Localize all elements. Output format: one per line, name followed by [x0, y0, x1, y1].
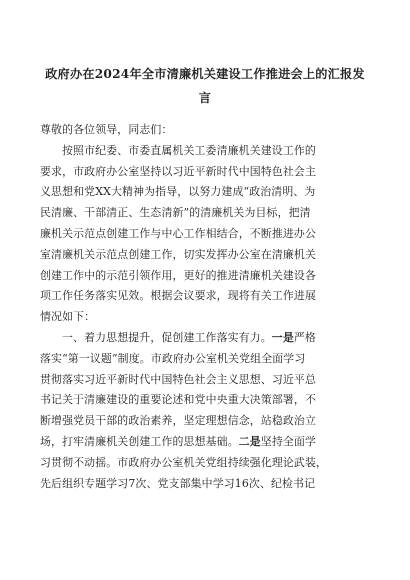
paragraph-line: 贯彻落实习近平新时代中国特色社会主义思想、习近平总 [40, 372, 317, 386]
paragraph-line: 落实“第一议题”制度。市政府办公室机关党组全面学习 [40, 351, 306, 365]
paragraph-line: 断增强党员干部的政治素养，坚定理想信念，站稳政治立 [40, 414, 317, 428]
paragraph-line: 义思想和党XX大精神为指导，以努力建成“政治清明、为 [40, 185, 316, 199]
paragraph-line: 室清廉机关示范点创建工作，切实发挥办公室在清廉机关 [40, 247, 317, 261]
title-line-2: 言 [198, 91, 212, 105]
paragraph-line: 书记关于清廉建设的重要论述和党中央重大决策部署，不 [40, 393, 317, 407]
paragraph-line: 创建工作中的示范引领作用，更好的推进清廉机关建设各 [40, 268, 317, 282]
bold-marker: 二是 [238, 434, 261, 448]
paragraph-line: 民清廉、干部清正、生态清新”的清廉机关为目标，把清 [40, 206, 311, 220]
paragraph-line: 项工作任务落实见效。根据会议要求，现将有关工作进展 [40, 289, 317, 303]
paragraph-line: 情况如下： [40, 310, 96, 324]
paragraph-text: 严格 [293, 330, 316, 344]
paragraph-text: 场，打牢清廉机关创建工作的思想基础。 [40, 434, 239, 448]
greeting: 尊敬的各位领导，同志们： [40, 123, 173, 136]
paragraph-line: 先后组织专题学习7次、党支部集中学习16次、纪检书记 [40, 476, 316, 490]
paragraph-text: 坚持全面学 [260, 434, 317, 448]
paragraph-line: 要求，市政府办公室坚持以习近平新时代中国特色社会主 [40, 164, 317, 178]
section-heading-text: 一、着力思想提升，促创建工作落实有力。 [62, 330, 272, 344]
paragraph-line [40, 432, 370, 453]
document-title [40, 62, 370, 110]
document-body [40, 120, 370, 494]
bold-marker: 一是 [271, 330, 294, 344]
title-line-1: 政府办在2024年全市清廉机关建设工作推进会上的汇报发 [45, 67, 365, 81]
paragraph-line: 按照市纪委、市委直属机关工委清廉机关建设工作的 [62, 143, 316, 157]
paragraph-line [40, 328, 370, 349]
paragraph-line: 廉机关示范点创建工作与中心工作相结合，不断推进办公 [40, 226, 317, 240]
paragraph-line: 习贯彻不动摇。市政府办公室机关党组持续强化理论武装， [40, 455, 328, 469]
